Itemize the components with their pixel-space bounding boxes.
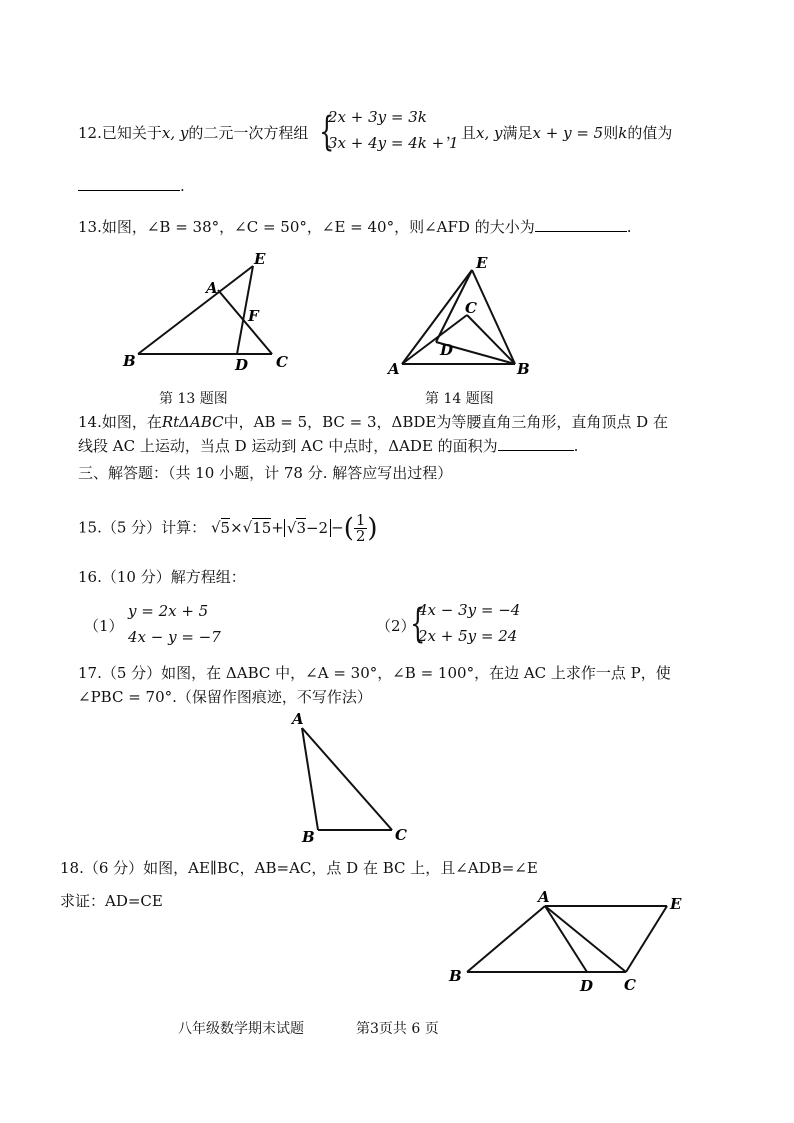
q15-abs: √3−2 xyxy=(284,519,331,537)
q16-title: 16.（10 分）解方程组： xyxy=(78,568,246,586)
q18-seg-ad xyxy=(545,906,587,972)
q15-radicand-3: 3 xyxy=(296,518,306,537)
q18-label-d: D xyxy=(580,977,594,995)
q18-seg-ce xyxy=(626,906,667,972)
q14-line1-a: 14.如图，在 xyxy=(78,413,162,431)
q15-den: 2 xyxy=(355,527,366,545)
q13-label-e: E xyxy=(254,250,266,268)
q12-end: . xyxy=(180,177,185,195)
q12-cond-vars: x, y xyxy=(476,124,503,142)
q14-label-b: B xyxy=(517,360,530,378)
q15-num: 1 xyxy=(355,511,366,529)
q12-cond-eq: x + y = 5 xyxy=(532,124,604,142)
q15-prefix: 15.（5 分）计算： xyxy=(78,518,207,537)
q14-line1-tri: RtΔABC xyxy=(161,413,224,431)
q12-cond-prefix: ，且 xyxy=(446,124,477,142)
q14-line2-text: 线段 AC 上运动，当点 D 运动到 AC 中点时，ΔADE 的面积为 xyxy=(78,437,498,455)
q15-sqrt5: √5 xyxy=(210,518,231,537)
q15-radicand-1: 5 xyxy=(220,518,231,537)
q17-label-b: B xyxy=(302,828,315,846)
q18-label-c: C xyxy=(624,976,636,994)
q14-label-a: A xyxy=(388,360,400,378)
q14-line1-b: 中，AB = 5，BC = 3，ΔBDE为等腰直角三角形，直角顶点 D 在 xyxy=(223,413,668,431)
q13-label-d: D xyxy=(235,356,249,374)
q13-label-c: C xyxy=(276,353,288,371)
q16-p2-eq1: 4x − 3y = −4 xyxy=(418,601,521,619)
q18-line1: 18.（6 分）如图，AE∥BC，AB=AC，点 D 在 BC 上，且∠ADB=∠E xyxy=(60,859,538,877)
q13-caption: 第 13 题图 xyxy=(159,391,228,407)
q16-p2-eq2: 2x + 5y = 24 xyxy=(418,627,518,645)
q12-mid: 的二元一次方程组 xyxy=(188,124,309,142)
q18-label-a: A xyxy=(538,888,550,906)
q15-plus: + xyxy=(271,518,284,537)
q15-minus2: −2 xyxy=(305,518,329,537)
q15-lparen: ( xyxy=(343,513,354,544)
q17-line1: 17.（5 分）如图，在 ΔABC 中，∠A = 30°，∠B = 100°，在边 AC 上求作一点 P，使 xyxy=(78,664,671,682)
q18-seg-ab xyxy=(467,906,545,972)
q18-seg-ac xyxy=(545,906,626,972)
q14-end: . xyxy=(573,437,579,455)
q12-prefix: 12.已知关于 xyxy=(78,124,162,142)
q12-eq1: 2x + 3y = 3k xyxy=(328,108,427,126)
q15-minus: − xyxy=(331,518,344,537)
q17-label-a: A xyxy=(292,710,304,728)
q14-label-c: C xyxy=(465,299,477,317)
q12-k: k xyxy=(618,124,628,142)
q13-end: . xyxy=(626,218,632,236)
q13-text: 13.如图，∠B = 38°，∠C = 50°，∠E = 40°，则∠AFD 的大小为 xyxy=(78,218,535,236)
q15-rparen: ) xyxy=(367,513,378,544)
q13-label-f: F xyxy=(248,307,259,325)
q16-p1-label: （1） xyxy=(84,617,124,635)
q12-eq2: 3x + 4y = 4k + 1 xyxy=(328,134,459,152)
q13-label-a: A xyxy=(206,279,218,297)
footer-title: 八年级数学期末试题 xyxy=(178,1021,304,1037)
q12-vars: x, y xyxy=(161,124,189,142)
q16-p2-label: （2） xyxy=(376,617,416,635)
q14-caption: 第 14 题图 xyxy=(425,391,494,407)
q18-line2: 求证：AD=CE xyxy=(60,892,163,910)
q16-p2-brace: { xyxy=(410,601,426,647)
section3-heading: 三、解答题：（共 10 小题，计 78 分. 解答应写出过程） xyxy=(78,464,453,482)
q17-line2: ∠PBC = 70°.（保留作图痕迹，不写作法） xyxy=(78,688,372,706)
q17-label-c: C xyxy=(395,826,407,844)
q15-radicand-2: 15 xyxy=(252,518,272,537)
q13-label-b: B xyxy=(123,352,136,370)
q12-cond-mid: 满足 xyxy=(502,124,533,142)
q14-label-e: E xyxy=(476,254,488,272)
q16-p1-eq2: 4x − y = −7 xyxy=(128,628,221,646)
q14-label-d: D xyxy=(440,341,454,359)
q15-sqrt15: √15 xyxy=(242,518,272,537)
footer-page: 第3页共 6 页 xyxy=(356,1021,439,1037)
q15-times: × xyxy=(230,518,243,537)
q12-brace: { xyxy=(319,109,335,155)
q18-label-b: B xyxy=(449,967,462,985)
q18-label-e: E xyxy=(670,895,682,913)
q12-cond-suffix: 则 xyxy=(603,124,619,142)
q16-p1-eq1: y = 2x + 5 xyxy=(128,602,209,620)
q12-tail: 的值为 xyxy=(627,124,673,142)
